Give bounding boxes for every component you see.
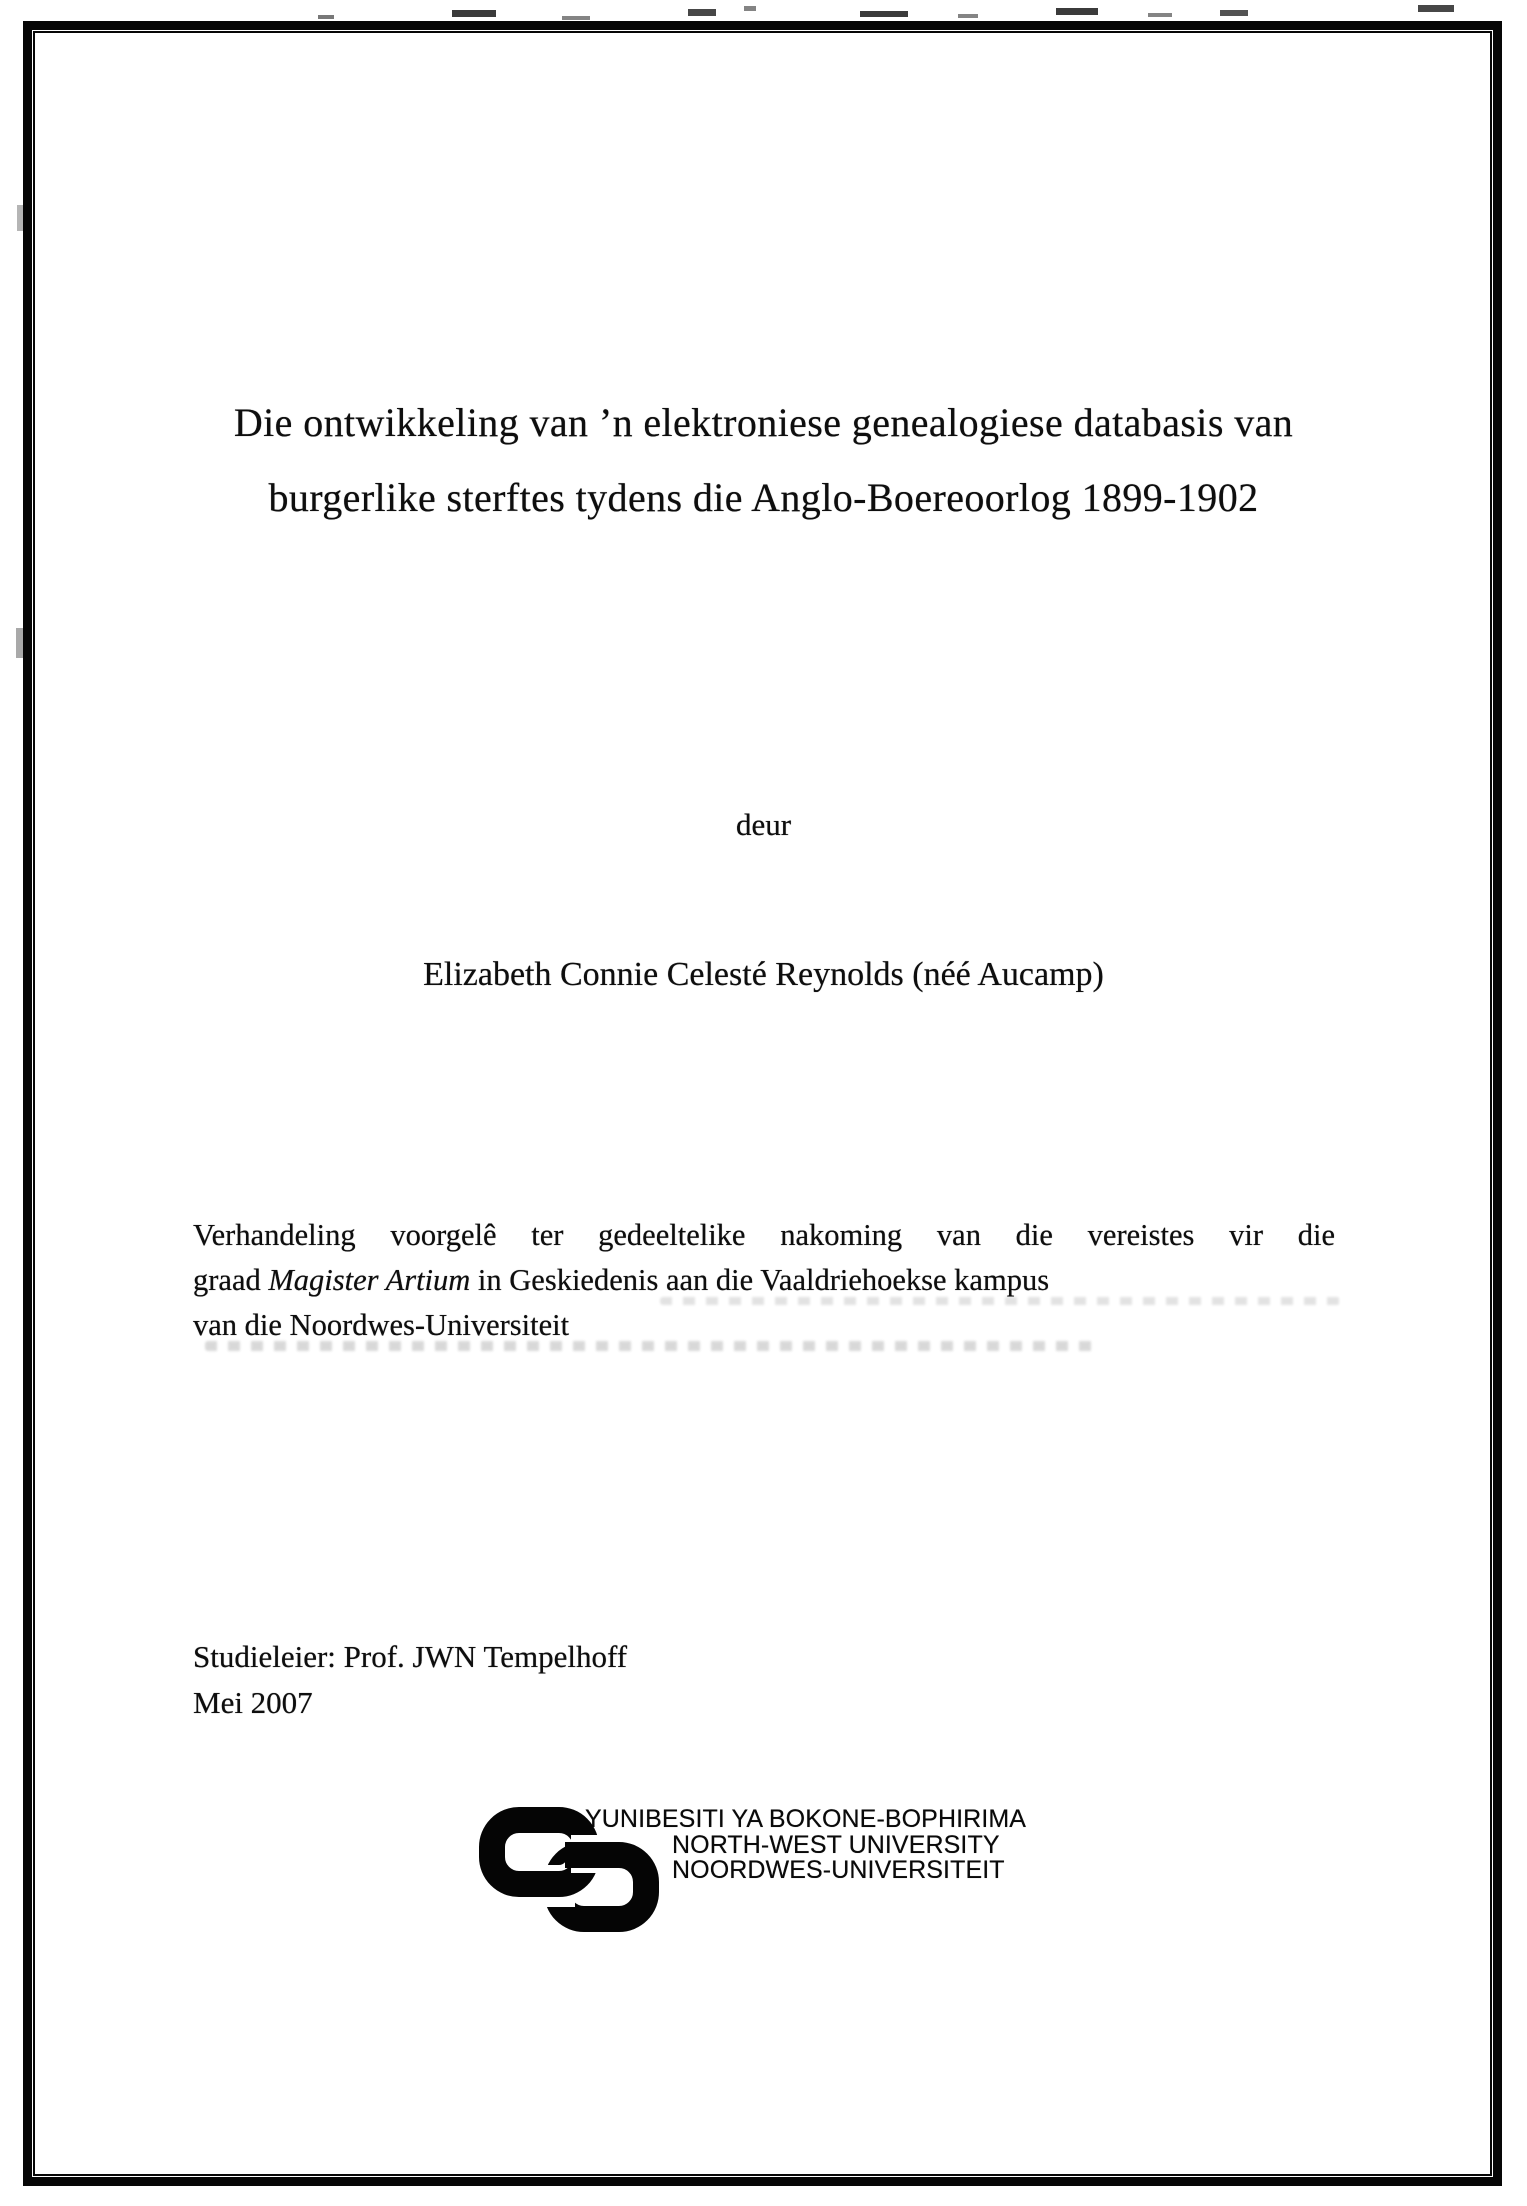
scan-ghost-text <box>660 1297 1340 1305</box>
university-name-afrikaans: NOORDWES-UNIVERSITEIT <box>672 1856 1005 1884</box>
scan-artifact <box>318 15 334 19</box>
scan-ghost-text <box>205 1341 1100 1351</box>
degree-statement-line-3: van die Noordwes-Universiteit <box>193 1308 570 1342</box>
thesis-title-line-1: Die ontwikkeling van ’n elektroniese genealogiese databasis van <box>233 400 1294 445</box>
scan-artifact <box>1418 5 1454 12</box>
scan-artifact <box>744 6 756 11</box>
degree-name-italic: Magister Artium <box>268 1263 471 1297</box>
author-name: Elizabeth Connie Celesté Reynolds (néé Aucamp) <box>423 956 1104 993</box>
scan-artifact <box>1220 10 1248 16</box>
scan-artifact <box>860 11 908 17</box>
byline-label: deur <box>735 807 792 842</box>
scan-artifact <box>1056 8 1098 15</box>
scan-artifact <box>688 9 716 16</box>
degree-statement <box>193 1213 1335 1348</box>
date-line: Mei 2007 <box>193 1685 313 1720</box>
university-name-setswana: YUNIBESITI YA BOKONE-BOPHIRIMA <box>585 1805 1027 1833</box>
thesis-title-line-2: burgerlike sterftes tydens die Anglo-Boereoorlog 1899-1902 <box>268 475 1259 520</box>
scan-artifact <box>562 16 590 20</box>
degree-statement-line-2-suffix: in Geskiedenis aan die Vaaldriehoekse kampus <box>470 1263 1050 1297</box>
supervisor-line: Studieleier: Prof. JWN Tempelhoff <box>193 1639 628 1674</box>
supervisor-block <box>193 1634 627 1726</box>
degree-statement-line-1: Verhandeling voorgelê ter gedeeltelike nakoming van die vereistes vir die <box>193 1218 1335 1252</box>
university-name-english: NORTH-WEST UNIVERSITY <box>672 1831 1000 1859</box>
degree-statement-line-2-prefix: graad <box>193 1263 269 1297</box>
scan-artifact <box>452 10 496 17</box>
scan-artifact <box>1148 13 1172 17</box>
scan-artifact <box>958 14 978 18</box>
